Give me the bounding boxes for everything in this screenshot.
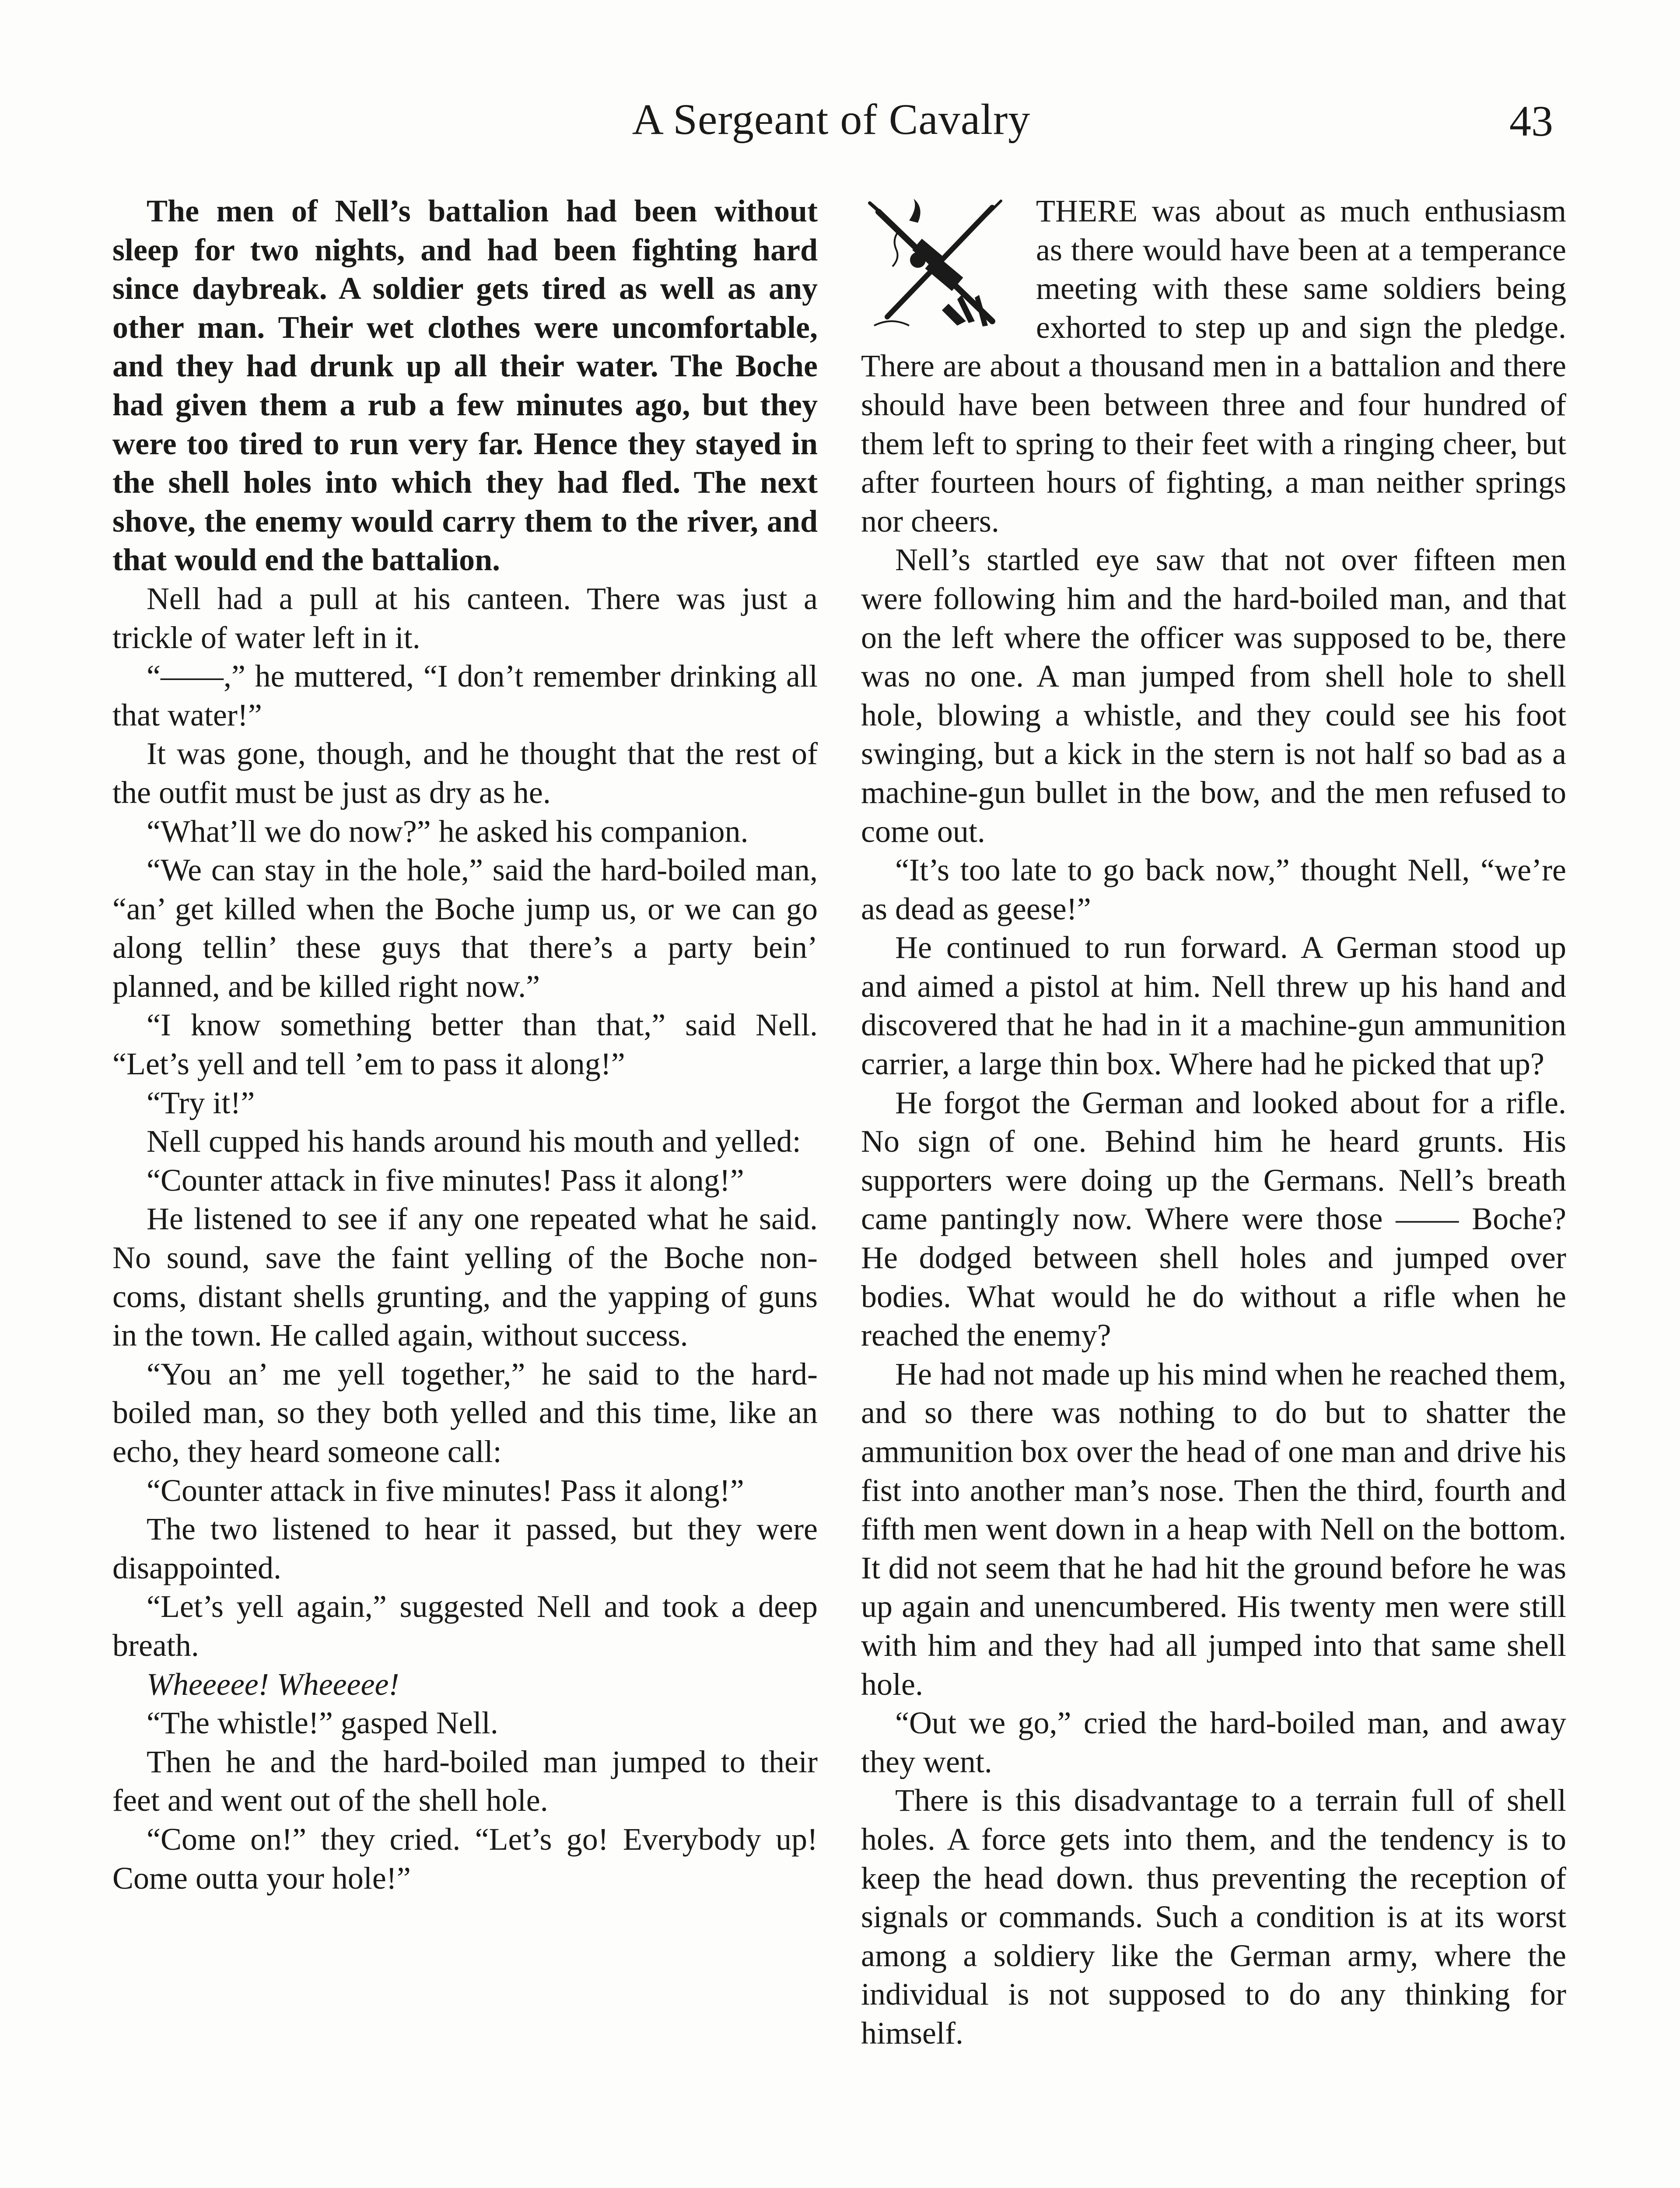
paragraph: “Counter attack in five minutes! Pass it along!” — [147, 1162, 744, 1198]
paragraph: It was gone, though, and he thought that the rest of the outfit must be just as dry as he. — [112, 736, 818, 810]
paragraph: The two listened to hear it passed, but they were disappointed. — [112, 1511, 818, 1585]
paragraph: “Let’s yell again,” suggested Nell and took a deep breath. — [112, 1589, 818, 1663]
page-number: 43 — [1509, 97, 1553, 145]
paragraph: “We can stay in the hole,” said the hard-boiled man, “an’ get killed when the Boche jump us, or we can go along tellin’ these guys that there’s a party bein’ planned, and be killed right now.” — [112, 852, 818, 1004]
left-column — [112, 192, 818, 1897]
right-column — [861, 192, 1566, 2053]
paragraph: THERE was about as much enthusiasm as there would have been at a temperance meeting with these same soldiers being exhorted to step up and sign the pledge. There are about a thousand men in a battalion and there should have been between three and four hundred of them left to spring to their feet with a ringing cheer, but after fourteen hours of fighting, a man neither springs nor cheers. — [861, 193, 1566, 539]
paragraph: “The whistle!” gasped Nell. — [147, 1705, 498, 1741]
paragraph: Nell’s startled eye saw that not over fifteen men were following him and the hard-boiled man, and that on the left where the officer was supposed to be, there was no one. A man jumped from shell hole to shell hole, blowing a whistle, and they could see his foot swinging, but a kick in the stern is not half so bad as a machine-gun bullet in the bow, and the men refused to come out. — [861, 542, 1566, 849]
paragraph: “Out we go,” cried the hard-boiled man, and away they went. — [861, 1705, 1566, 1779]
paragraph: He had not made up his mind when he reached them, and so there was nothing to do but to shatter the ammunition box over the head of one man and drive his fist into another man’s nose. Then the third, fourth and fifth men went down in a heap with Nell on the bottom. It did not seem that he had hit the ground before he was up again and unencumbered. His twenty men were still with him and they had all jumped into that same shell hole. — [861, 1356, 1566, 1702]
paragraph: Nell cupped his hands around his mouth and yelled: — [147, 1124, 801, 1159]
paragraph: The men of Nell’s battalion had been without sleep for two nights, and had been fighting hard since daybreak. A soldier gets tired as well as any other man. Their wet clothes were uncomfortable, and they had drunk up all their water. The Boche had given them a rub a few minutes ago, but they were too tired to run very far. Hence they stayed in the shell holes into which they had fled. The next shove, the enemy would carry them to the river, and that would end the battalion. — [112, 193, 818, 578]
paragraph: “Counter attack in five minutes! Pass it along!” — [147, 1473, 744, 1508]
paragraph: There is this disadvantage to a terrain full of shell holes. A force gets into them, and the tendency is to keep the head down. thus preventing the reception of signals or commands. Such a condition is at its worst among a soldiery like the German army, where the individual is not supposed to do any thinking for himself. — [861, 1783, 1566, 2051]
paragraph: Then he and the hard-boiled man jumped to their feet and went out of the shell hole. — [112, 1744, 818, 1818]
paragraph: Nell had a pull at his canteen. There was just a trickle of water left in it. — [112, 581, 818, 655]
crossed-rifles-icon — [861, 194, 1014, 333]
paragraph: He forgot the German and looked about for a rifle. No sign of one. Behind him he heard grunts. His supporters were doing up the Germans. Nell’s breath came pantingly now. Where were those —— Boche? He dodged between shell holes and jumped over bodies. What would he do without a rifle when he reached the enemy? — [861, 1085, 1566, 1353]
running-head-title: A Sergeant of Cavalry — [632, 95, 1031, 144]
paragraph: Wheeeee! Wheeeee! — [147, 1666, 399, 1702]
paragraph: “Come on!” they cried. “Let’s go! Everybody up! Come outta your hole!” — [112, 1821, 818, 1896]
paragraph: “I know something better than that,” said Nell. “Let’s yell and tell ’em to pass it along!” — [112, 1007, 818, 1082]
paragraph: “——,” he muttered, “I don’t remember drinking all that water!” — [112, 659, 818, 733]
paragraph: “What’ll we do now?” he asked his companion. — [147, 813, 749, 849]
paragraph: “Try it!” — [147, 1085, 255, 1120]
paragraph: “It’s too late to go back now,” thought Nell, “we’re as dead as geese!” — [861, 852, 1566, 926]
paragraph: “You an’ me yell together,” he said to the hard-boiled man, so they both yelled and this time, like an echo, they heard someone call: — [112, 1356, 818, 1469]
paragraph: He listened to see if any one repeated what he said. No sound, save the faint yelling of the Boche non-coms, distant shells grunting, and the yapping of guns in the town. He called again, without success. — [112, 1201, 818, 1353]
paragraph: He continued to run forward. A German stood up and aimed a pistol at him. Nell threw up his hand and discovered that he had in it a machine-gun ammunition carrier, a large thin box. Where had he picked that up? — [861, 930, 1566, 1082]
